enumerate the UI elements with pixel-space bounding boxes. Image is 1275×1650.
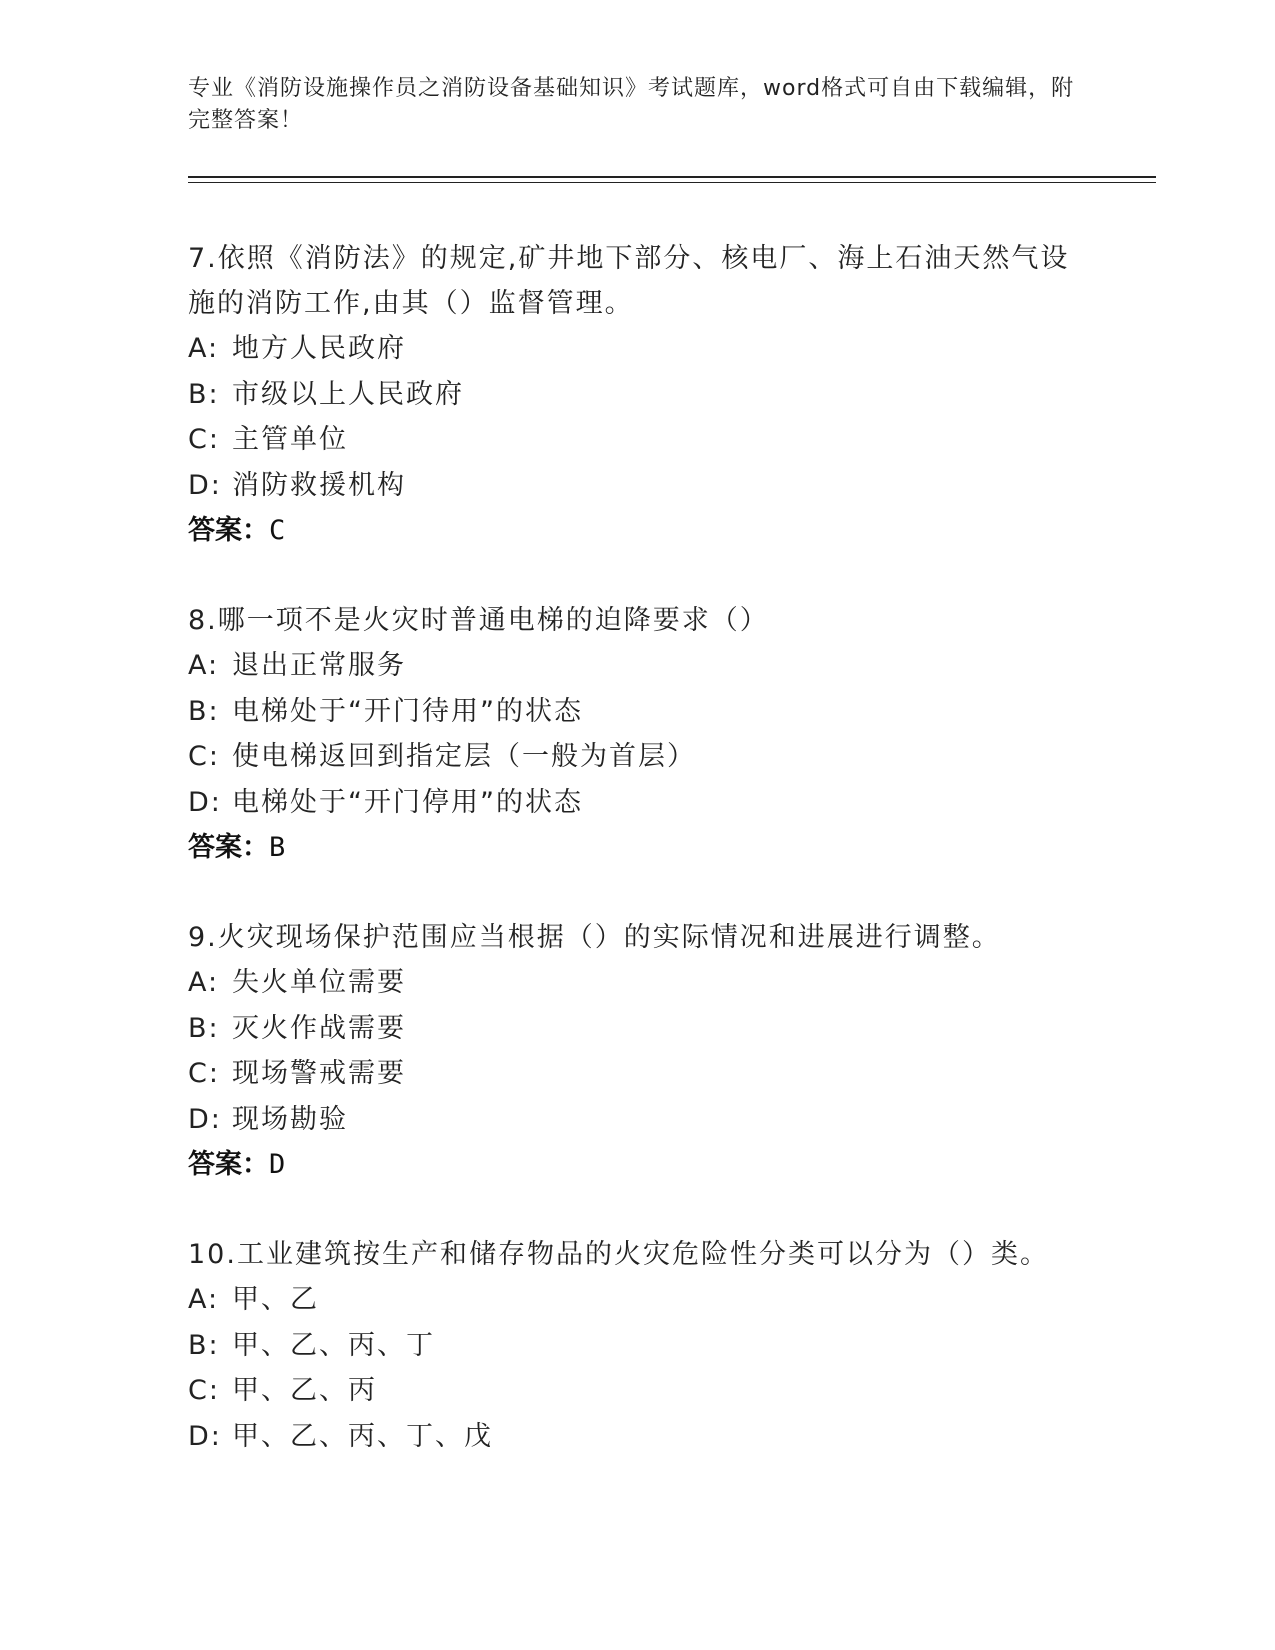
option-letter: C: <box>188 741 220 772</box>
option-c <box>188 734 1088 780</box>
answer-line <box>188 508 1088 553</box>
option-d <box>188 463 1088 509</box>
option-letter: B: <box>188 1012 220 1044</box>
option-letter: B: <box>188 1329 220 1361</box>
option-text: 甲、乙 <box>232 1284 319 1315</box>
header-divider <box>188 176 1156 178</box>
option-text: 电梯处于“开门停用”的状态 <box>232 786 583 818</box>
option-text: 失火单位需要 <box>232 967 406 998</box>
question-7 <box>188 236 1088 553</box>
question-stem: 10.工业建筑按生产和储存物品的火灾危险性分类可以分为（）类。 <box>188 1239 1049 1270</box>
option-text: 消防救援机构 <box>232 469 406 501</box>
option-c <box>188 1051 1088 1097</box>
answer-label: 答案： <box>188 832 269 863</box>
option-d <box>188 780 1088 826</box>
header-divider-thin <box>188 182 1156 183</box>
option-letter: C: <box>188 424 220 455</box>
answer-value: C <box>269 515 286 546</box>
option-d <box>188 1097 1088 1143</box>
option-letter: D: <box>188 786 222 818</box>
option-letter: A: <box>188 650 220 681</box>
option-b <box>188 1323 1088 1369</box>
option-text: 地方人民政府 <box>232 333 406 364</box>
option-b <box>188 1006 1088 1052</box>
option-letter: A: <box>188 967 220 998</box>
answer-value: D <box>269 1149 286 1180</box>
option-a <box>188 643 1088 689</box>
answer-line <box>188 1142 1088 1187</box>
option-text: 灭火作战需要 <box>232 1012 406 1044</box>
answer-label: 答案： <box>188 1149 269 1180</box>
question-10 <box>188 1232 1088 1459</box>
option-letter: D: <box>188 1103 222 1135</box>
option-d <box>188 1414 1088 1460</box>
question-stem: 9.火灾现场保护范围应当根据（）的实际情况和进展进行调整。 <box>188 922 1001 953</box>
option-text: 现场警戒需要 <box>232 1058 406 1089</box>
option-c <box>188 1368 1088 1414</box>
question-stem: 7.依照《消防法》的规定,矿井地下部分、核电厂、海上石油天然气设施的消防工作,由其（）监督管理。 <box>188 243 1070 319</box>
option-letter: A: <box>188 333 220 364</box>
answer-line <box>188 825 1088 870</box>
option-a <box>188 1277 1088 1323</box>
option-letter: C: <box>188 1375 220 1406</box>
document-header: 专业《消防设施操作员之消防设备基础知识》考试题库，word格式可自由下载编辑，附完整答案！ <box>188 76 1075 133</box>
option-a <box>188 326 1088 372</box>
option-letter: C: <box>188 1058 220 1089</box>
answer-value: B <box>269 832 286 863</box>
option-text: 电梯处于“开门待用”的状态 <box>232 695 583 727</box>
question-9 <box>188 915 1088 1187</box>
option-letter: B: <box>188 695 220 727</box>
option-text: 甲、乙、丙、丁、戊 <box>232 1420 493 1452</box>
option-letter: D: <box>188 1420 222 1452</box>
option-text: 现场勘验 <box>232 1103 348 1135</box>
option-text: 市级以上人民政府 <box>232 378 464 410</box>
option-letter: B: <box>188 378 220 410</box>
answer-label: 答案： <box>188 515 269 546</box>
option-b <box>188 689 1088 735</box>
option-text: 甲、乙、丙 <box>232 1375 377 1406</box>
option-b <box>188 372 1088 418</box>
option-text: 甲、乙、丙、丁 <box>232 1329 435 1361</box>
question-stem: 8.哪一项不是火灾时普通电梯的迫降要求（） <box>188 605 769 636</box>
option-letter: A: <box>188 1284 220 1315</box>
option-letter: D: <box>188 469 222 501</box>
option-c <box>188 417 1088 463</box>
question-list <box>188 236 1088 1504</box>
option-text: 使电梯返回到指定层（一般为首层） <box>232 741 696 772</box>
question-8 <box>188 598 1088 870</box>
option-text: 退出正常服务 <box>232 650 406 681</box>
option-a <box>188 960 1088 1006</box>
option-text: 主管单位 <box>232 424 348 455</box>
